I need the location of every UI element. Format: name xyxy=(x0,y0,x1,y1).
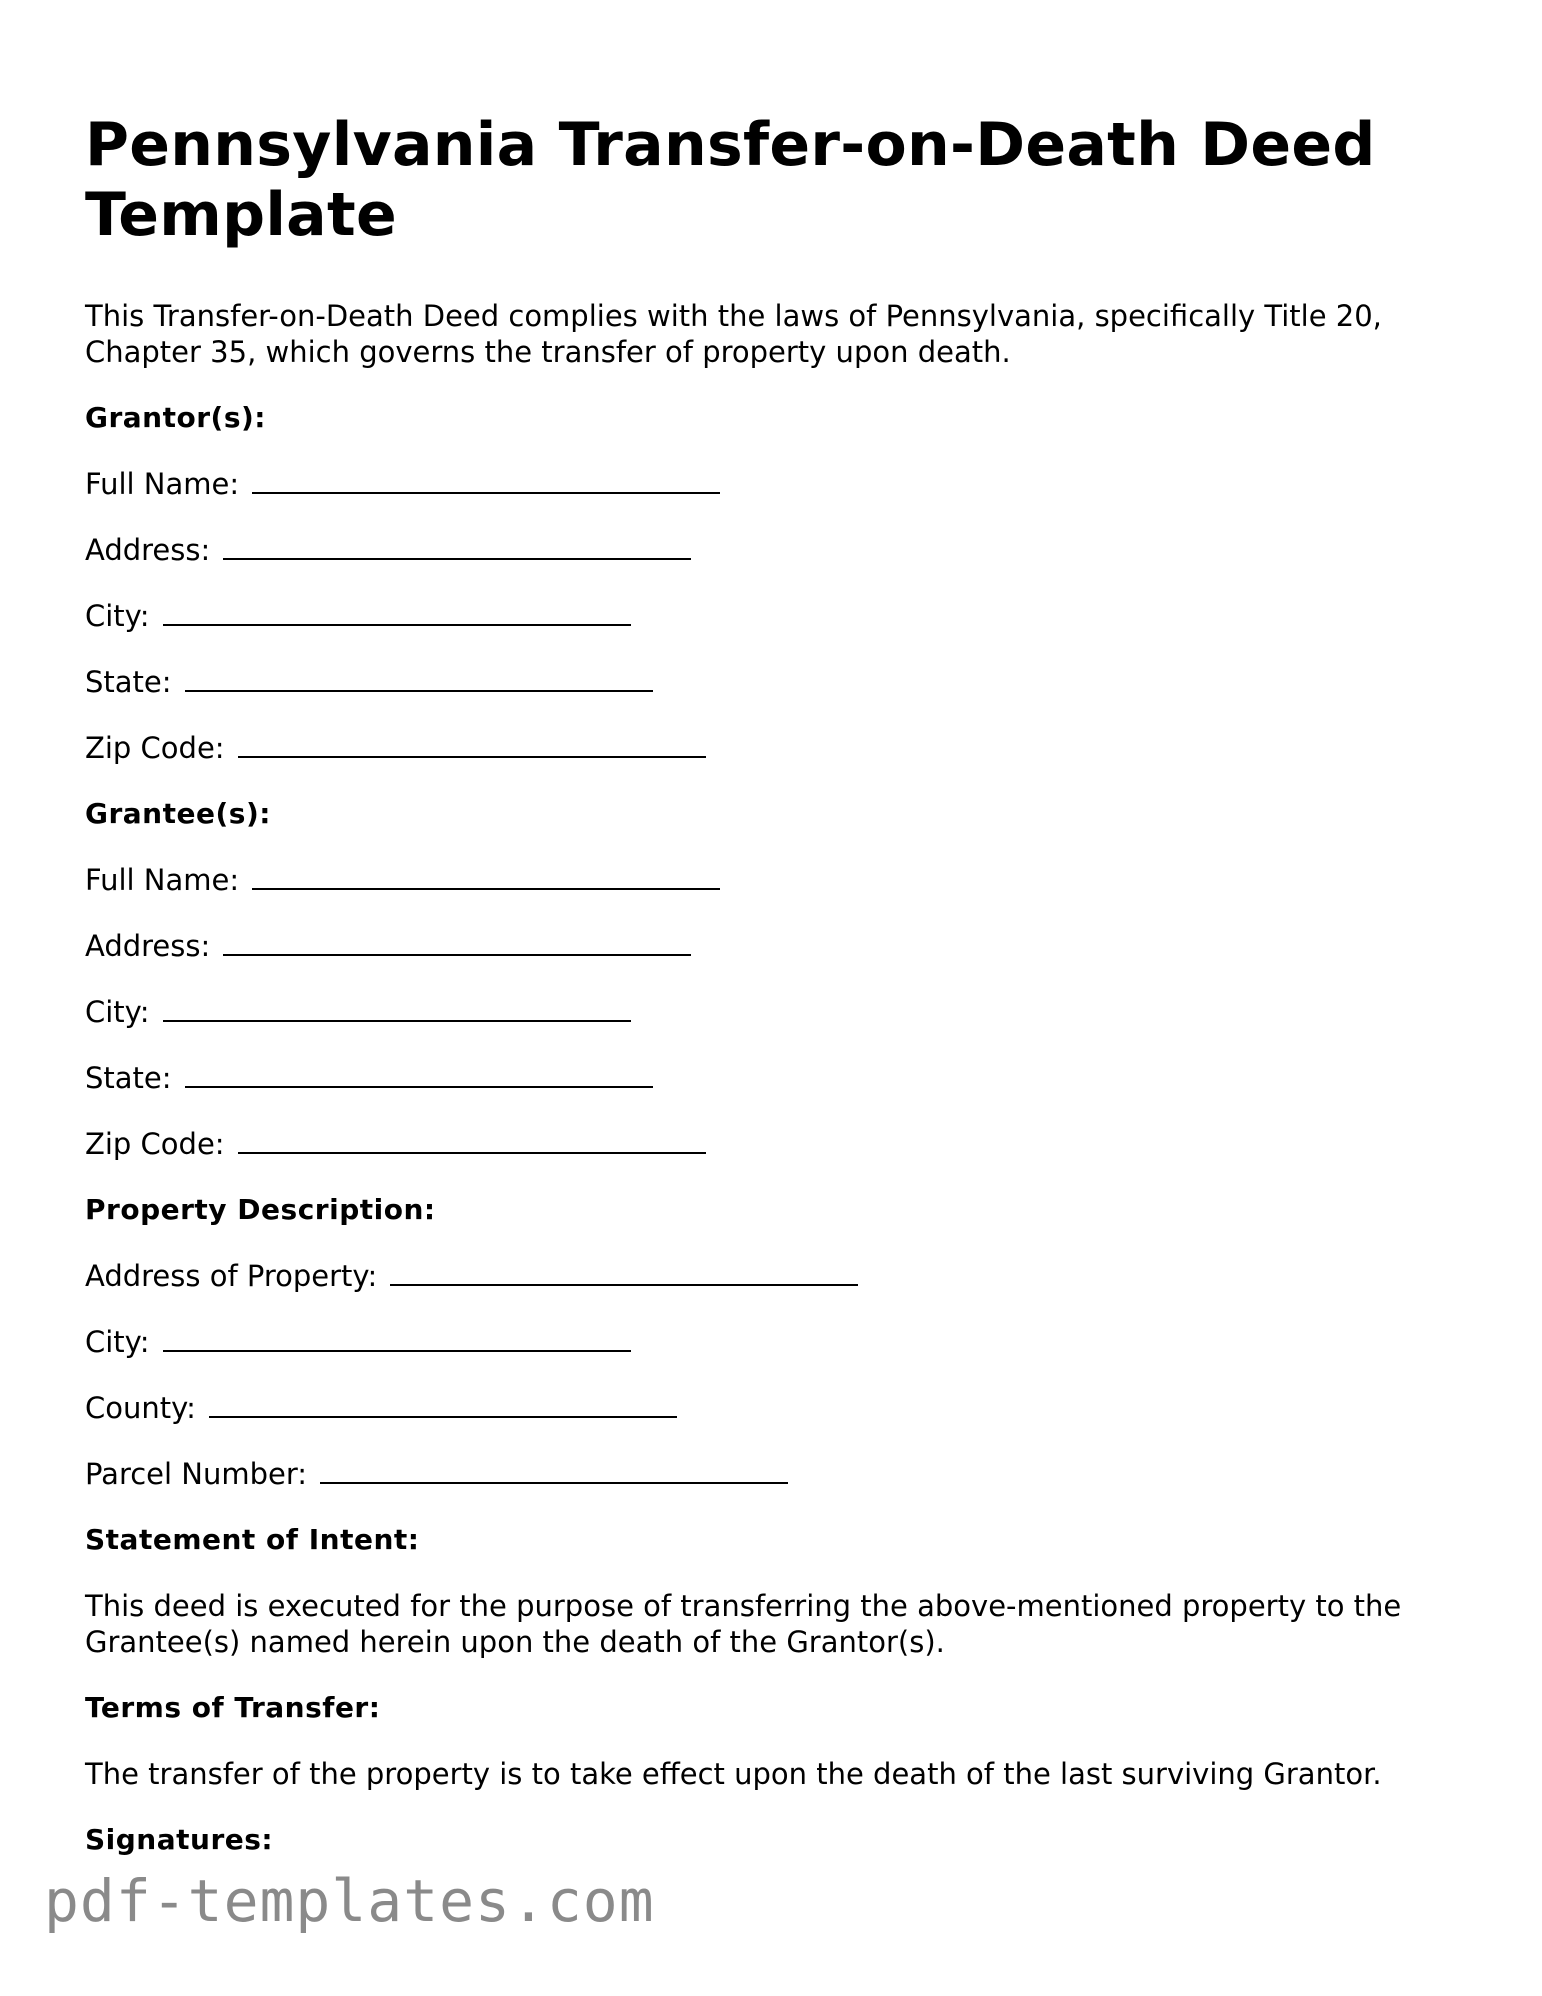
field-label: City: xyxy=(85,1325,150,1359)
field-label: Address of Property: xyxy=(85,1259,378,1293)
field-label: Full Name: xyxy=(85,467,240,501)
grantor-full-name-blank[interactable] xyxy=(252,466,720,494)
grantor-address-field xyxy=(85,532,1465,568)
field-label: State: xyxy=(85,1061,172,1095)
field-label: Zip Code: xyxy=(85,1127,225,1161)
field-label: Zip Code: xyxy=(85,731,225,765)
grantee-full-name-field xyxy=(85,862,1465,898)
grantor-heading: Grantor(s): xyxy=(85,401,267,434)
grantor-zip-blank[interactable] xyxy=(238,730,706,758)
field-label: Parcel Number: xyxy=(85,1457,308,1491)
watermark: pdf-templates.com xyxy=(44,1867,655,1935)
grantee-address-field xyxy=(85,928,1465,964)
terms-heading: Terms of Transfer: xyxy=(85,1691,381,1724)
property-parcel-blank[interactable] xyxy=(320,1456,788,1484)
field-label: State: xyxy=(85,665,172,699)
grantee-state-blank[interactable] xyxy=(185,1060,653,1088)
grantor-city-blank[interactable] xyxy=(163,598,631,626)
field-label: City: xyxy=(85,995,150,1029)
grantee-heading: Grantee(s): xyxy=(85,797,271,830)
field-label: County: xyxy=(85,1391,196,1425)
property-heading: Property Description: xyxy=(85,1193,436,1226)
property-address-blank[interactable] xyxy=(390,1258,858,1286)
grantee-address-blank[interactable] xyxy=(223,928,691,956)
signatures-heading: Signatures: xyxy=(85,1823,274,1856)
grantee-zip-field xyxy=(85,1126,1465,1162)
field-label: Full Name: xyxy=(85,863,240,897)
grantee-full-name-blank[interactable] xyxy=(252,862,720,890)
property-address-field xyxy=(85,1258,1465,1294)
property-county-field xyxy=(85,1390,1465,1426)
grantor-address-blank[interactable] xyxy=(223,532,691,560)
field-label: Address: xyxy=(85,929,211,963)
field-label: Address: xyxy=(85,533,211,567)
property-parcel-field xyxy=(85,1456,1465,1492)
grantee-city-field xyxy=(85,994,1465,1030)
grantee-state-field xyxy=(85,1060,1465,1096)
field-label: City: xyxy=(85,599,150,633)
property-city-blank[interactable] xyxy=(163,1324,631,1352)
intent-paragraph: This deed is executed for the purpose of transferring the above-mentioned property to the Grantee(s) named herein upon the death of the Grantor(s). xyxy=(85,1589,1402,1659)
grantor-state-field xyxy=(85,664,1465,700)
grantor-zip-field xyxy=(85,730,1465,766)
property-county-blank[interactable] xyxy=(209,1390,677,1418)
terms-paragraph: The transfer of the property is to take effect upon the death of the last surviving Grantor. xyxy=(85,1757,1382,1791)
grantor-city-field xyxy=(85,598,1465,634)
intent-heading: Statement of Intent: xyxy=(85,1523,420,1556)
grantor-state-blank[interactable] xyxy=(185,664,653,692)
grantor-full-name-field xyxy=(85,466,1465,502)
intro-paragraph: This Transfer-on-Death Deed complies with the laws of Pennsylvania, specifically Title 20, Chapter 35, which governs the transfer of property upon death. xyxy=(85,299,1382,369)
document-page xyxy=(85,110,1465,1858)
property-city-field xyxy=(85,1324,1465,1360)
page-title: Pennsylvania Transfer-on-Death Deed Template xyxy=(85,110,1376,250)
grantee-zip-blank[interactable] xyxy=(238,1126,706,1154)
grantee-city-blank[interactable] xyxy=(163,994,631,1022)
